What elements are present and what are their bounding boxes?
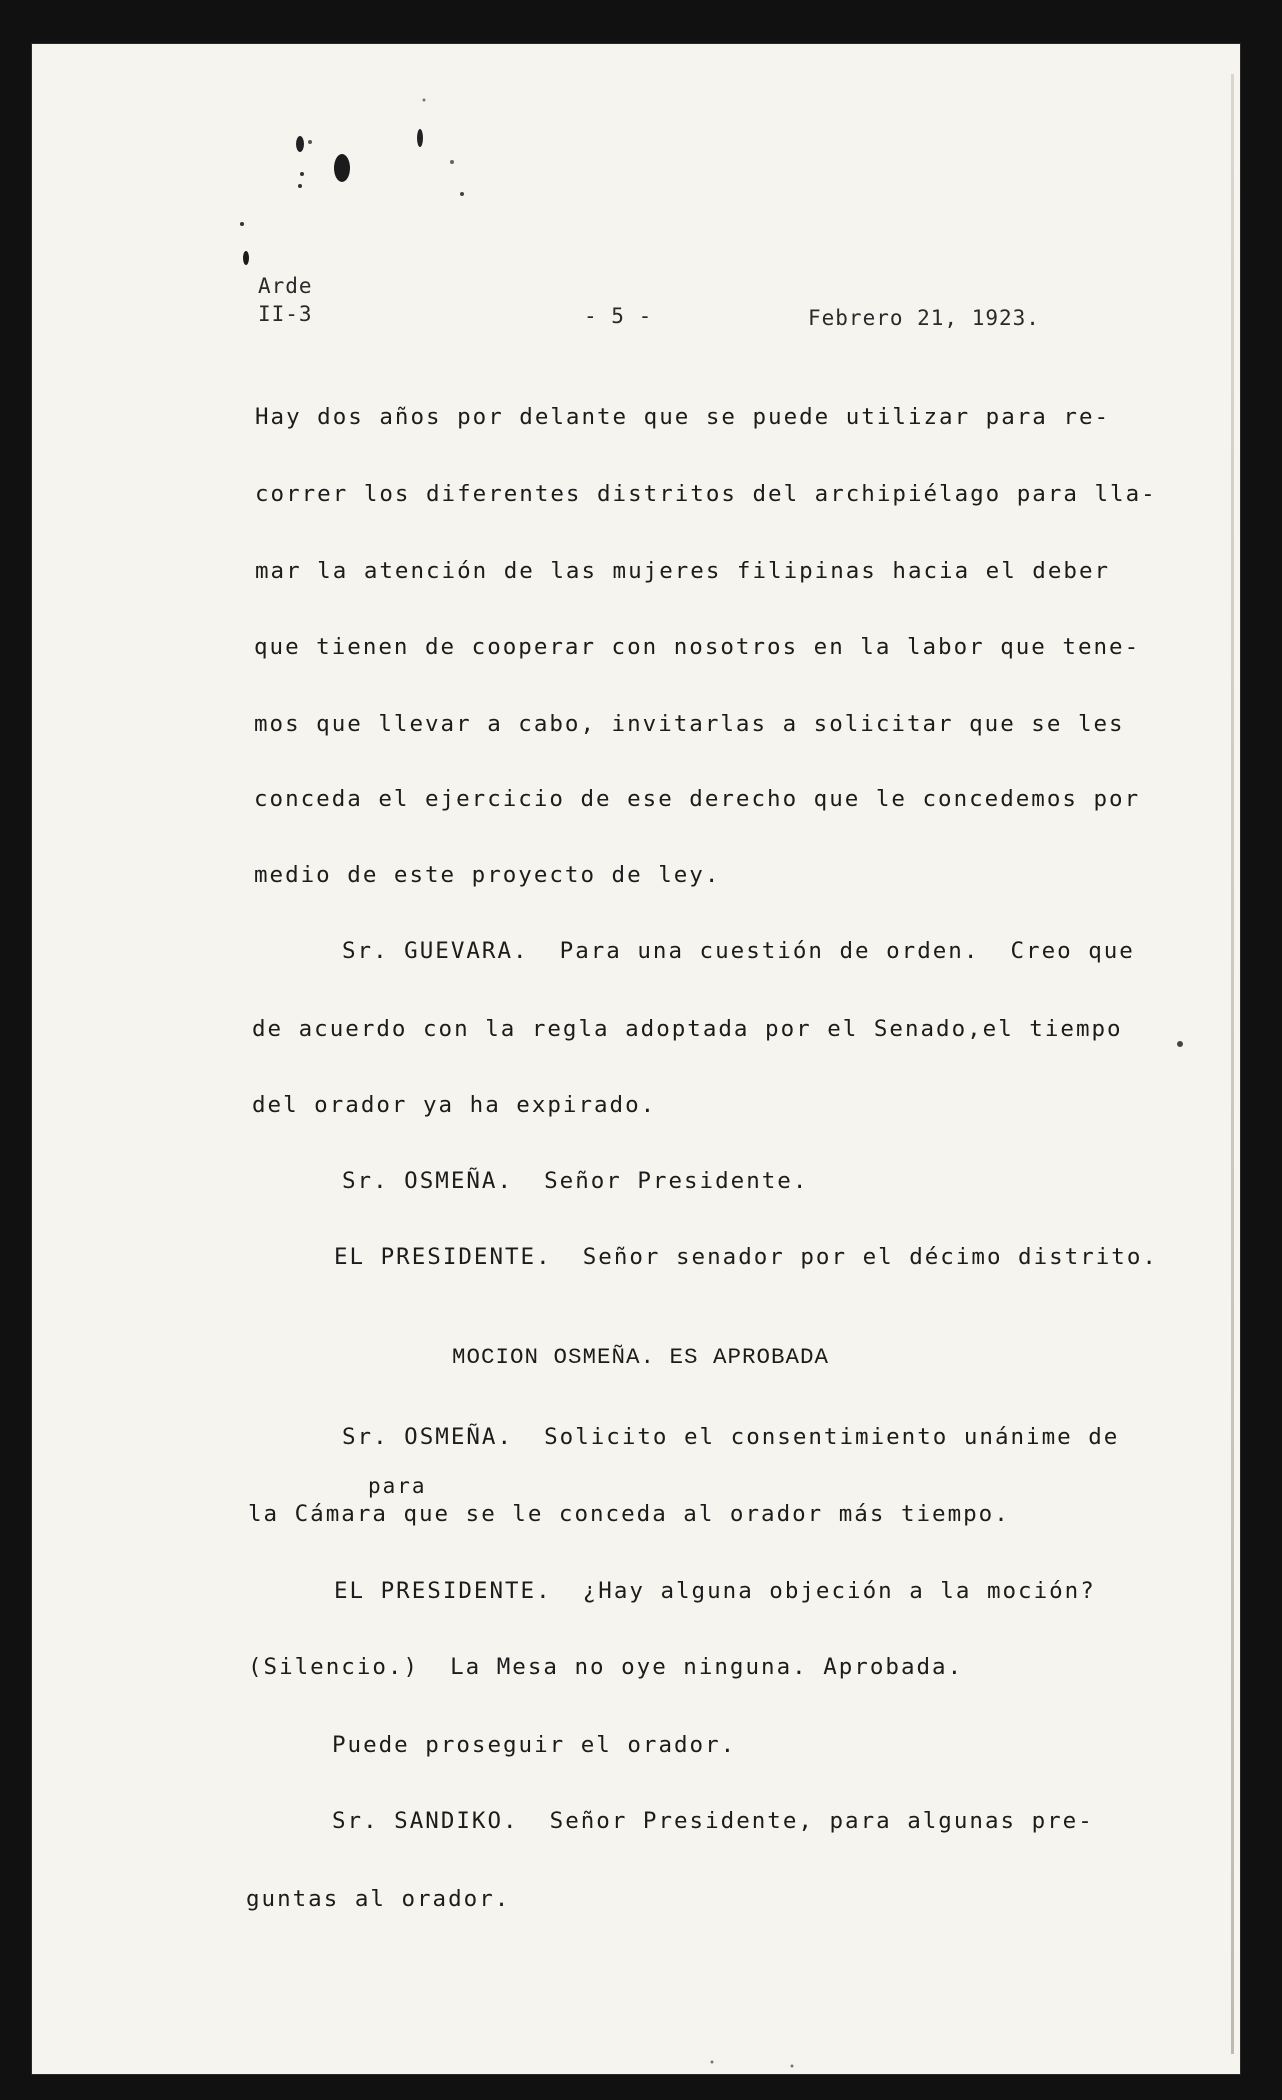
- page-number: - 5 -: [584, 304, 653, 328]
- text-line: mar la atención de las mujeres filipinas hacia el deber: [255, 558, 1111, 584]
- handwritten-insert: para: [368, 1474, 427, 1498]
- text-line: medio de este proyecto de ley.: [254, 862, 721, 888]
- writer-initials: Arde: [258, 274, 313, 298]
- text-line: guntas al orador.: [246, 1886, 511, 1912]
- document-page: [32, 44, 1240, 2074]
- text-line: que tienen de cooperar con nosotros en la labor que tene-: [254, 634, 1141, 660]
- text-line: Puede proseguir el orador.: [332, 1732, 737, 1758]
- text-line: mos que llevar a cabo, invitarlas a solicitar que se les: [254, 711, 1125, 737]
- speaker-line: EL PRESIDENTE. ¿Hay alguna objeción a la moción?: [334, 1578, 1096, 1604]
- section-heading: MOCION OSMEÑA. ES APROBADA: [452, 1344, 830, 1370]
- speaker-line: Sr. OSMEÑA. Solicito el consentimiento unánime de: [342, 1424, 1120, 1450]
- text-line: del orador ya ha expirado.: [252, 1092, 657, 1118]
- text-line: de acuerdo con la regla adoptada por el Senado,el tiempo: [252, 1016, 1123, 1042]
- text-line: conceda el ejercicio de ese derecho que le concedemos por: [254, 786, 1141, 812]
- text-line: Hay dos años por delante que se puede utilizar para re-: [255, 404, 1111, 430]
- text-line: (Silencio.) La Mesa no oye ninguna. Aprobada.: [248, 1654, 964, 1680]
- speaker-line: Sr. OSMEÑA. Señor Presidente.: [342, 1168, 809, 1194]
- speaker-line: Sr. SANDIKO. Señor Presidente, para algunas pre-: [332, 1808, 1094, 1834]
- speaker-line: EL PRESIDENTE. Señor senador por el décimo distrito.: [334, 1244, 1158, 1270]
- text-line: correr los diferentes distritos del archipiélago para lla-: [255, 481, 1157, 507]
- speaker-line: Sr. GUEVARA. Para una cuestión de orden. Creo que: [342, 938, 1135, 964]
- ink-specks: [32, 44, 1240, 2074]
- session-date: Febrero 21, 1923.: [808, 306, 1040, 330]
- section-code: II-3: [258, 302, 313, 326]
- text-line: la Cámara que se le conceda al orador más tiempo.: [248, 1501, 1010, 1527]
